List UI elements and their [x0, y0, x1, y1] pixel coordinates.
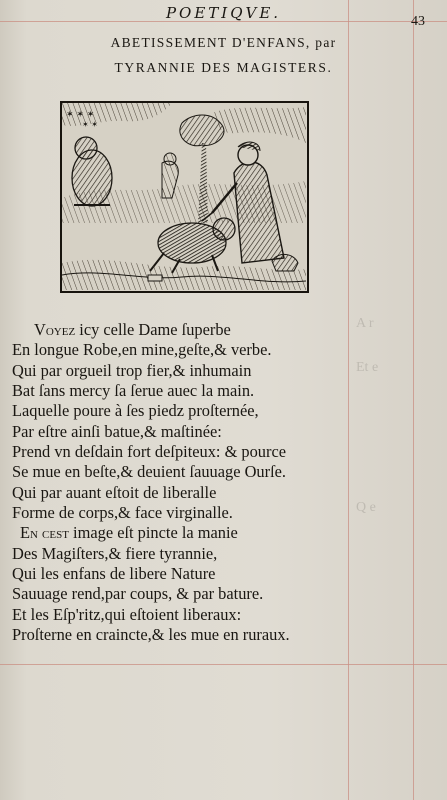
page-number: 43 — [411, 14, 425, 29]
verse-line-lead: En cest — [20, 523, 69, 543]
verse-line-text: Bat ſans mercy ſa ſerue auec la main. — [12, 381, 255, 401]
verse-line — [12, 584, 347, 604]
verse-line — [12, 422, 347, 442]
verse-line — [12, 381, 347, 401]
verse-line — [12, 483, 347, 503]
verse-line-text: Et les Eſp'ritz,qui eſtoient liberaux: — [12, 604, 242, 624]
emblem-title-line-1: ABETISSEMENT D'ENFANS, par — [110, 35, 337, 50]
ruled-line-margin-left — [348, 0, 349, 800]
verse-line-text: Forme de corps,& face virginalle. — [12, 503, 233, 523]
ruled-line-bottom — [0, 664, 447, 665]
verse-line-text: Prend vn deſdain fort deſpiteux: & pource — [12, 442, 287, 462]
running-head: POETIQVE. — [165, 4, 282, 22]
verse-line-text: image eſt pincte la manie — [68, 523, 238, 543]
verse-line — [12, 340, 347, 360]
verse-line — [12, 401, 347, 421]
woodcut-illustration — [60, 101, 309, 293]
svg-text:✶ ✶ ✶: ✶ ✶ ✶ — [66, 110, 95, 120]
verse-line — [12, 523, 347, 543]
verse-line — [12, 544, 347, 564]
verse-line-text: Sauuage rend,par coups, & par bature. — [12, 584, 264, 604]
verse-line — [12, 462, 347, 482]
verse-line-text: Par eſtre ainſi batue,& maſtinée: — [12, 421, 222, 441]
verse-line-text: Qui les enfans de libere Nature — [12, 564, 216, 584]
verse-line-lead: Voyez — [34, 320, 76, 339]
verse-line-text: Des Magiſters,& fiere tyrannie, — [12, 543, 218, 563]
verse-line — [12, 564, 347, 584]
verse-stanza — [12, 320, 347, 646]
verse-line-text: Se mue en beſte,& deuient ſauuage Ourſe. — [12, 462, 286, 482]
emblem-title-line-2: TYRANNIE DES MAGISTERS. — [114, 60, 333, 75]
show-through-text: A r — [356, 316, 374, 331]
verse-line-text: En longue Robe,en mine,geſte,& verbe. — [12, 340, 272, 360]
show-through-text: Et e — [356, 360, 379, 375]
show-through-text: Q e — [356, 500, 376, 515]
verse-line-text: Proſterne en craincte,& les mue en ruraux. — [12, 625, 290, 645]
verse-line — [12, 361, 347, 381]
verse-line-text: Laquelle poure à ſes piedz proſternée, — [12, 401, 259, 421]
verse-line — [12, 442, 347, 462]
verse-line — [12, 503, 347, 523]
verse-line-text: icy celle Dame ſuperbe — [75, 320, 231, 339]
svg-text:✶ ✶: ✶ ✶ — [82, 120, 98, 129]
ruled-line-margin-right — [413, 0, 414, 800]
verse-line — [12, 625, 347, 645]
verse-line — [12, 605, 347, 625]
verse-line — [12, 320, 347, 340]
verse-line-text: Qui par orgueil trop fier,& inhumain — [12, 360, 252, 380]
verse-line-text: Qui par auant eſtoit de liberalle — [12, 482, 217, 502]
